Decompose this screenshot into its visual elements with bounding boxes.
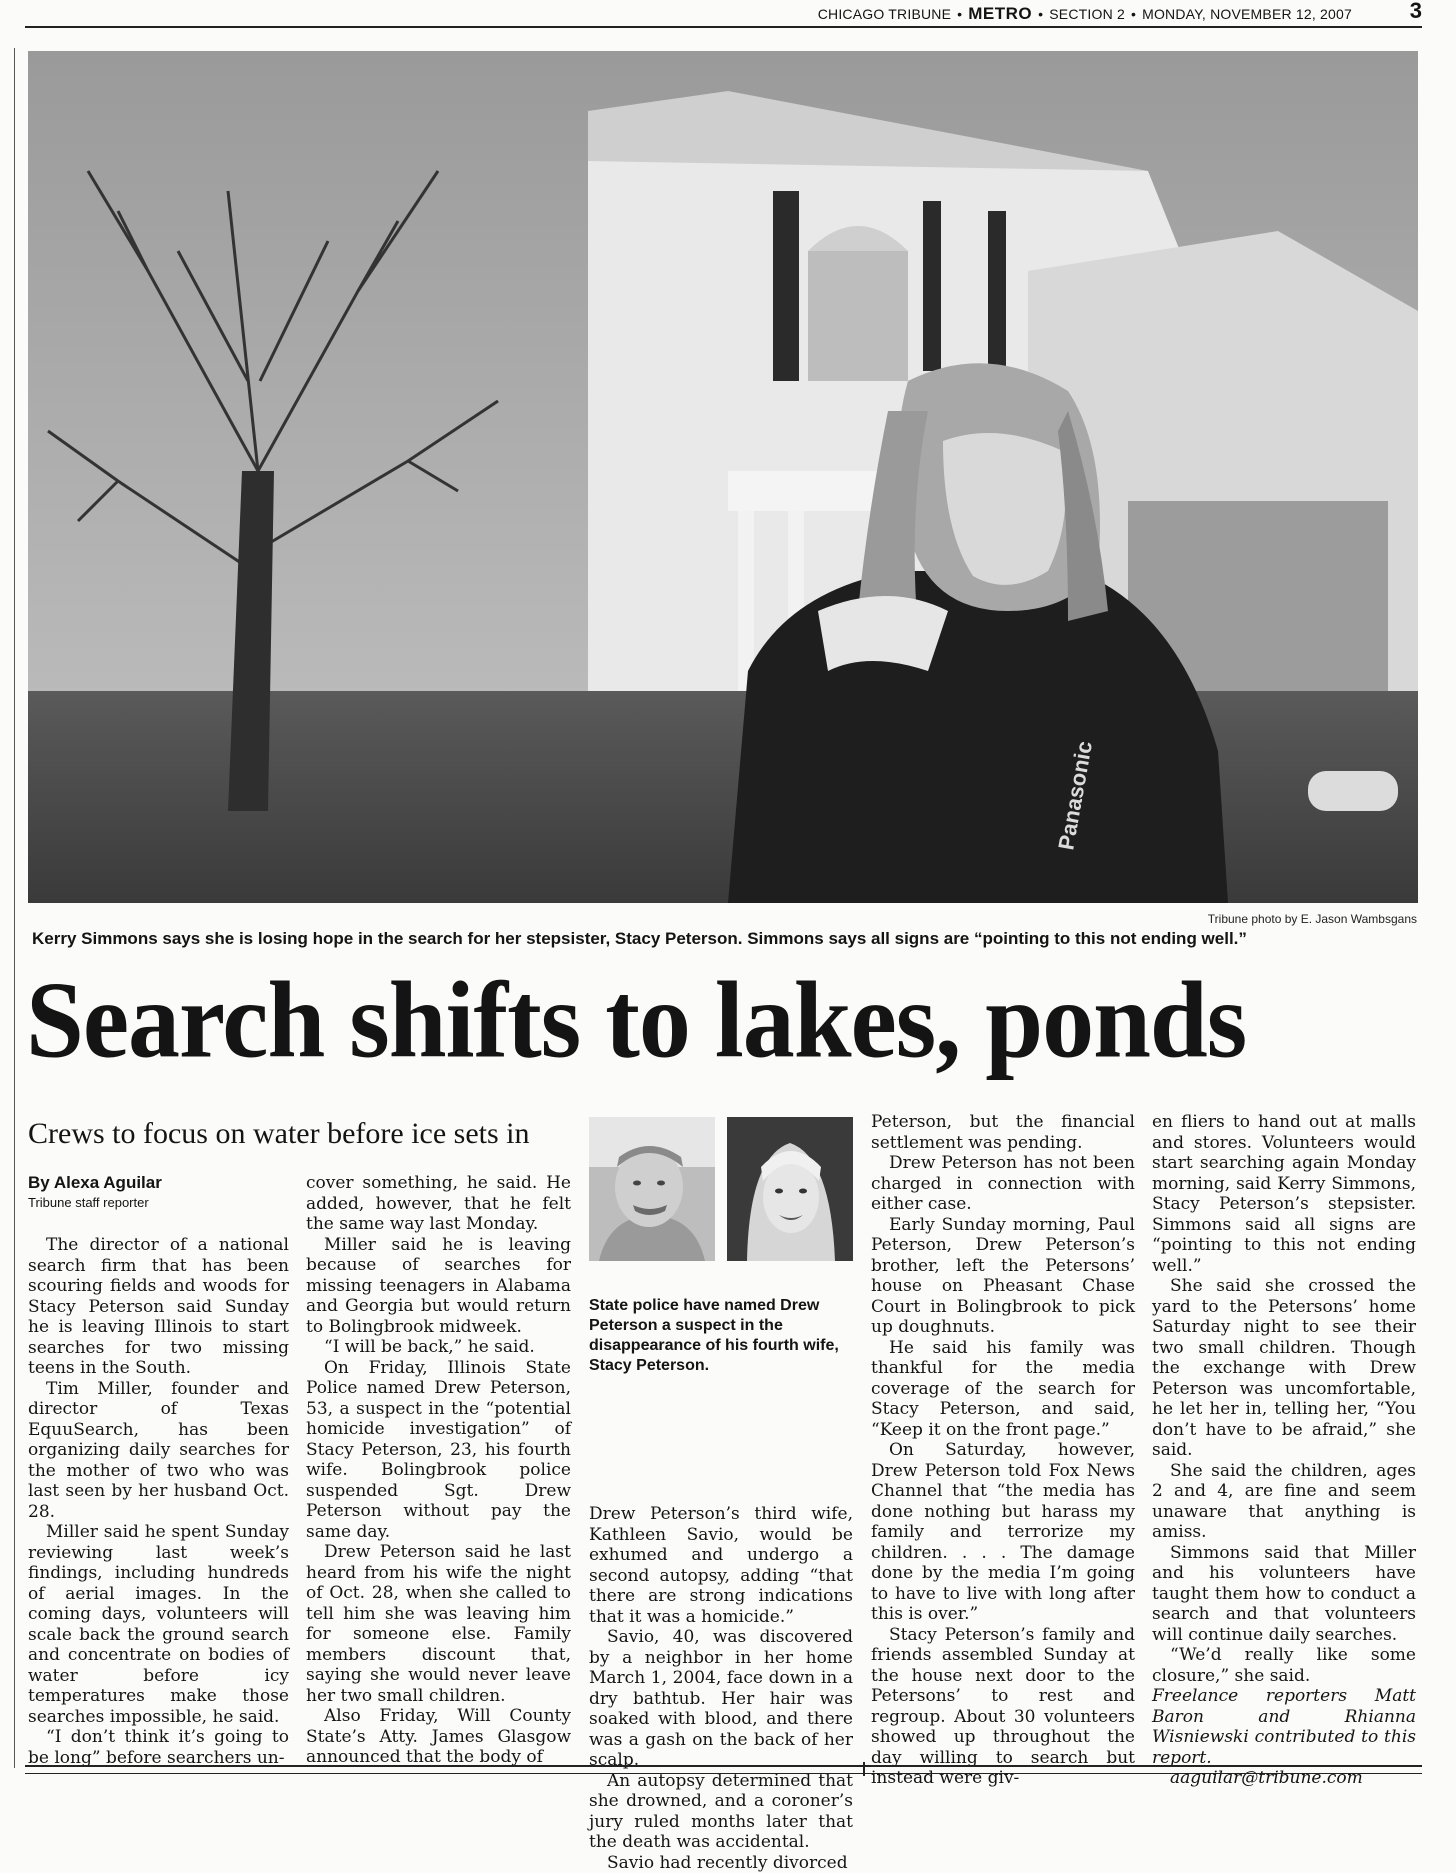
paragraph: “I don’t think it’s going to be long” before searchers un- <box>28 1727 289 1768</box>
article-column-5 <box>1152 1112 1416 1789</box>
header-dateline: CHICAGO TRIBUNE • METRO • SECTION 2 • MONDAY, NOVEMBER 12, 2007 <box>818 4 1352 24</box>
paragraph: On Saturday, however, Drew Peterson told Fox News Channel that “the media has done nothing but harass my family and terrorize my children. . . . The damage done by the media I’m going to have to live with long after this is over.” <box>871 1440 1135 1625</box>
paragraph: Early Sunday morning, Paul Peterson, Drew Peterson’s brother, left the Petersons’ house on Pheasant Chase Court in Bolingbrook to pick up doughnuts. <box>871 1215 1135 1338</box>
paragraph: Also Friday, Will County State’s Atty. James Glasgow announced that the body of <box>306 1706 571 1768</box>
paragraph: Tim Miller, founder and director of Texas EquuSearch, has been organizing daily searches for the mother of two who was last seen by her husband Oct. 28. <box>28 1379 289 1523</box>
lanyard-text: Panasonic <box>1053 739 1097 852</box>
paragraph: The director of a national search firm that has been scouring fields and woods for Stacy Peterson said Sunday he is leaving Illinois to start searches for two missing teens in the South. <box>28 1235 289 1379</box>
reporter-email: aaguilar@tribune.com <box>1152 1768 1416 1789</box>
contributor-note: Freelance reporters Matt Baron and Rhianna Wisniewski contributed to this report. <box>1152 1686 1416 1768</box>
mugshot-drew-peterson <box>589 1117 715 1261</box>
article-column-2 <box>306 1173 571 1768</box>
paragraph: Savio had recently divorced <box>589 1853 853 1873</box>
page-footer-rule <box>25 1765 1422 1774</box>
deck: Crews to focus on water before ice sets in <box>28 1116 530 1152</box>
header-date: MONDAY, NOVEMBER 12, 2007 <box>1142 6 1352 22</box>
mugshot-stacy-peterson <box>727 1117 853 1261</box>
byline-title: Tribune staff reporter <box>28 1195 149 1210</box>
paragraph: Miller said he spent Sunday reviewing last week’s findings, including hundreds of aerial images. In the coming days, volunteers will scale back the ground search and concentrate on bodies of water before icy temperatures make those searches impossible, he said. <box>28 1522 289 1727</box>
main-photo <box>28 51 1418 903</box>
page-number: 3 <box>1410 0 1422 24</box>
article-column-3 <box>589 1504 853 1873</box>
mugshot-pair <box>589 1117 853 1262</box>
article-column-1 <box>28 1235 289 1768</box>
paragraph: An autopsy determined that she drowned, and a coroner’s jury ruled months later that the death was accidental. <box>589 1771 853 1853</box>
paragraph: Miller said he is leaving because of searches for missing teenagers in Alabama and Georgia but would return to Bolingbrook midweek. <box>306 1235 571 1338</box>
paragraph: “I will be back,” he said. <box>306 1337 571 1358</box>
photo-caption: Kerry Simmons says she is losing hope in the search for her stepsister, Stacy Peterson. Simmons says all signs are “pointing to this not ending well.” <box>32 929 1432 949</box>
byline: By Alexa Aguilar <box>28 1173 162 1193</box>
paragraph: Drew Peterson has not been charged in connection with either case. <box>871 1153 1135 1215</box>
article-column-4 <box>871 1112 1135 1789</box>
paragraph: Drew Peterson’s third wife, Kathleen Savio, would be exhumed and undergo a second autopsy, adding “that there are strong indications that it was a homicide.” <box>589 1504 853 1627</box>
page-header <box>25 0 1422 28</box>
paragraph: She said she crossed the yard to the Petersons’ home Saturday night to see their two small children. Though the exchange with Drew Peterson was uncomfortable, he let her in, telling her, “You don’t have to be afraid,” she said. <box>1152 1276 1416 1461</box>
paragraph: Peterson, but the financial settlement was pending. <box>871 1112 1135 1153</box>
header-section-name: METRO <box>968 4 1032 23</box>
header-section-number: SECTION 2 <box>1049 6 1125 22</box>
paragraph: “We’d really like some closure,” she said. <box>1152 1645 1416 1686</box>
headline: Search shifts to lakes, ponds <box>26 958 1426 1084</box>
paragraph: He said his family was thankful for the media coverage of the search for Stacy Peterson, and said, “Keep it on the front page.” <box>871 1338 1135 1441</box>
mugshot-caption: State police have named Drew Peterson a suspect in the disappearance of his fourth wife, Stacy Peterson. <box>589 1296 853 1376</box>
paragraph: Savio, 40, was discovered by a neighbor in her home March 1, 2004, face down in a dry bathtub. Her hair was soaked with blood, and there was a gash on the back of her scalp. <box>589 1627 853 1771</box>
photo-credit: Tribune photo by E. Jason Wambsgans <box>1208 912 1417 926</box>
paragraph: Drew Peterson said he last heard from his wife the night of Oct. 28, when she called to tell him she was leaving him for someone else. Family members discount that, saying she would never leave her two small children. <box>306 1542 571 1706</box>
left-column-rule <box>14 48 15 1768</box>
paragraph: cover something, he said. He added, however, that he felt the same way last Monday. <box>306 1173 571 1235</box>
footer-tick <box>863 1762 865 1776</box>
paragraph: Simmons said that Miller and his volunteers have taught them how to conduct a search and that volunteers will continue daily searches. <box>1152 1543 1416 1646</box>
paragraph: She said the children, ages 2 and 4, are fine and seem unaware that anything is amiss. <box>1152 1461 1416 1543</box>
header-paper: CHICAGO TRIBUNE <box>818 6 951 22</box>
paragraph: On Friday, Illinois State Police named Drew Peterson, 53, a suspect in the “potential homicide investigation” of Stacy Peterson, 23, his fourth wife. Bolingbrook police suspended Sgt. Drew Peterson without pay the same day. <box>306 1358 571 1543</box>
paragraph: Stacy Peterson’s family and friends assembled Sunday at the house next door to the Petersons’ to rest and regroup. About 30 volunteers showed up throughout the day willing to search but instead were giv- <box>871 1625 1135 1789</box>
paragraph: en fliers to hand out at malls and stores. Volunteers would start searching again Monday morning, said Kerry Simmons, Stacy Peterson’s stepsister. Simmons said all signs are “pointing to this not ending well.” <box>1152 1112 1416 1276</box>
